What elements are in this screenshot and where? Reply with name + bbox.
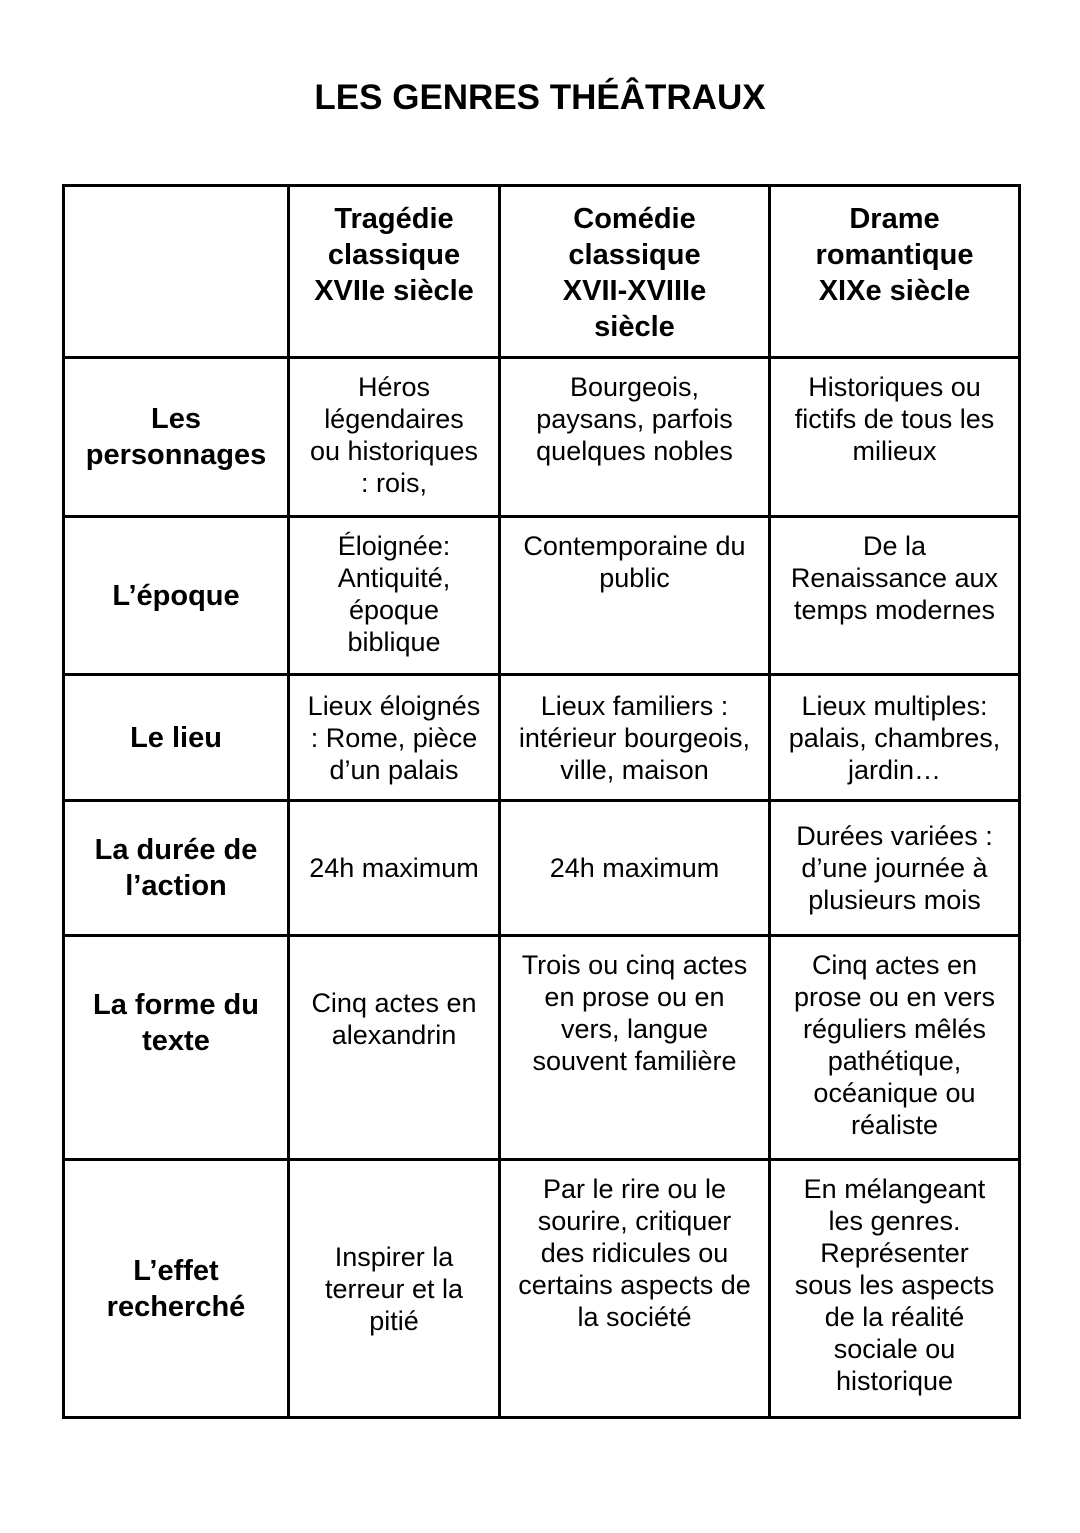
row-label-effet: L’effet recherché [64,1160,289,1418]
table-cell: Lieux familiers : intérieur bourgeois, ville, maison [500,675,770,801]
genres-table [62,184,1021,1419]
header-cell-drame: Drame romantique XIXe siècle [770,186,1020,358]
table-cell: Éloignée: Antiquité, époque biblique [289,517,500,675]
table-cell: Par le rire ou le sourire, critiquer des ridicules ou certains aspects de la société [500,1160,770,1418]
header-cell-empty [64,186,289,358]
table-cell: Lieux multiples: palais, chambres, jardin… [770,675,1020,801]
table-row [64,936,1020,1160]
table-cell: Lieux éloignés : Rome, pièce d’un palais [289,675,500,801]
table-cell: Historiques ou fictifs de tous les milieux [770,358,1020,517]
table-cell: Contemporaine du public [500,517,770,675]
table-cell: De la Renaissance aux temps modernes [770,517,1020,675]
table-header-row [64,186,1020,358]
row-label-lieu: Le lieu [64,675,289,801]
table-row [64,1160,1020,1418]
header-cell-comedie: Comédie classique XVII-XVIIIe siècle [500,186,770,358]
table-row [64,517,1020,675]
table-cell: 24h maximum [289,801,500,936]
table-cell: Cinq actes en alexandrin [289,936,500,1160]
table-row [64,801,1020,936]
header-cell-tragedie: Tragédie classique XVIIe siècle [289,186,500,358]
row-label-personnages: Les personnages [64,358,289,517]
table-cell: En mélangeant les genres. Représenter sous les aspects de la réalité sociale ou historique [770,1160,1020,1418]
table-cell: Inspirer la terreur et la pitié [289,1160,500,1418]
row-label-duree: La durée de l’action [64,801,289,936]
table-cell: Cinq actes en prose ou en vers réguliers mêlés pathétique, océanique ou réaliste [770,936,1020,1160]
table-cell: Trois ou cinq actes en prose ou en vers, langue souvent familière [500,936,770,1160]
table-cell: Héros légendaires ou historiques : rois, [289,358,500,517]
page-title: LES GENRES THÉÂTRAUX [314,78,766,117]
row-label-epoque: L’époque [64,517,289,675]
table-row [64,675,1020,801]
row-label-forme: La forme du texte [64,936,289,1160]
table-cell: Bourgeois, paysans, parfois quelques nobles [500,358,770,517]
table-cell: 24h maximum [500,801,770,936]
table-row [64,358,1020,517]
table-cell: Durées variées : d’une journée à plusieurs mois [770,801,1020,936]
